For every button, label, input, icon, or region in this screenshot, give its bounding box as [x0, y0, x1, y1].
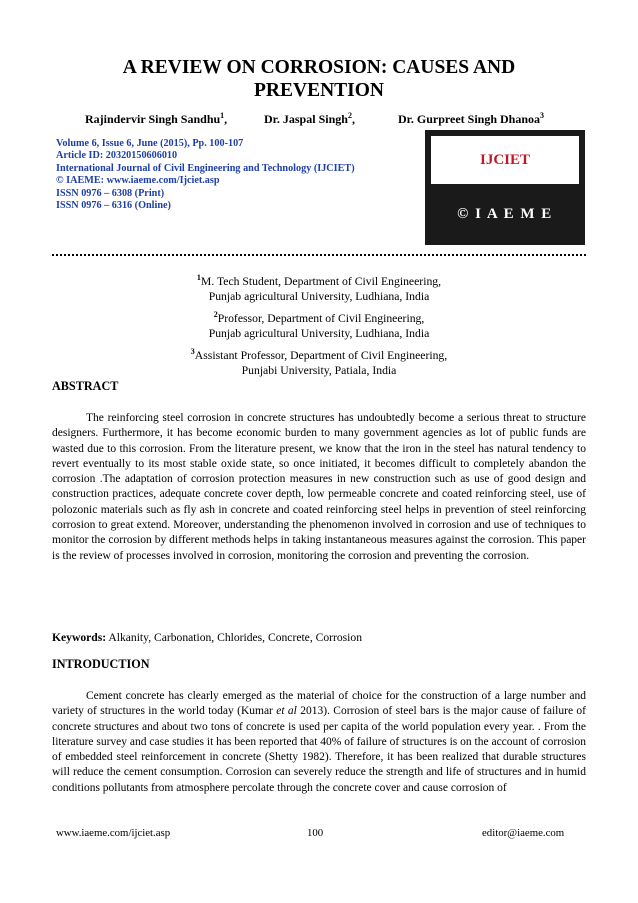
page-footer	[0, 827, 638, 841]
journal-volume: Volume 6, Issue 6, June (2015), Pp. 100-107	[56, 138, 244, 149]
section-divider	[52, 254, 586, 256]
affiliations-block	[120, 270, 518, 381]
journal-name: International Journal of Civil Engineering and Technology (IJCIET)	[56, 162, 355, 174]
author-2: Dr. Jaspal Singh$^2$,	[264, 111, 355, 126]
affiliation-3: $^3$Assistant Professor, Department of Civil Engineering, Punjabi University, Patiala, India	[190, 346, 448, 377]
abstract-heading: ABSTRACT	[52, 379, 119, 393]
journal-logo	[425, 130, 585, 245]
journal-website: © IAEME: www.iaeme.com/Ijciet.asp	[56, 175, 220, 187]
journal-article-id: Article ID: 20320150606010	[56, 150, 178, 162]
journal-issn-print: ISSN 0976 – 6308 (Print)	[56, 187, 165, 199]
journal-info-block	[56, 138, 416, 212]
affiliation-2: $^2$Professor, Department of Civil Engineering, Punjab agricultural University, Ludhiana, India	[208, 309, 430, 340]
author-1: Rajindervir Singh Sandhu$^1$,	[85, 111, 228, 126]
page-number: 100	[307, 827, 324, 839]
introduction-text: Cement concrete has clearly emerged as the material of choice for the construction of a large number and variety of structures in the world today (Kumar et al 2013). Corrosion of steel bars is the major cause of failure of concrete structures and about two tons of concrete is used per capita of the world population every year. . From the literature survey and case studies it has been reported that 40% of failure of structures is on the account of corrosion of embedded steel reinforcement in concrete (Shetty 1982). Therefore, it has been realized that durable structures will reduce the cement consumption. Corrosion can severely reduce the strength and life of structures and in humid conditions pollutants from atmosphere percolate through the concrete cover and cause corrosion of	[52, 690, 586, 794]
paper-title: A REVIEW ON CORROSION: CAUSES AND PREVENTION	[122, 57, 516, 101]
footer-website-link[interactable]: www.iaeme.com/ijciet.asp	[56, 827, 171, 839]
introduction-heading: INTRODUCTION	[52, 657, 150, 671]
journal-logo-acronym: IJCIET	[431, 136, 579, 184]
affiliation-1: $^1$M. Tech Student, Department of Civil Engineering, Punjab agricultural University, Ludhiana, India	[196, 273, 442, 303]
journal-issn-online: ISSN 0976 – 6316 (Online)	[56, 200, 171, 212]
journal-logo-publisher: © I A E M E	[457, 205, 553, 222]
abstract-text: The reinforcing steel corrosion in concrete structures has undoubtedly become a serious threat to structure designers. Furthermore, it has become economic burden to many government agencies as lot of public funds are wasted due to this corrosion. From the literature present, we know that the iron in the steel has natural tendency to revert eventually to its most stable oxide state, so once initiated, it becomes difficult to completely abandon the corrosion .The adaptation of corrosion protection measures in new construction such as use of good design and construction practices, adequate concrete cover depth, low permeable concrete and coated reinforcing steel, use of polozonic materials such as fly ash in concrete and coated reinforcing steel helps in prevention of steel reinforcing corrosion to great extend. Moreover, understanding the phenomenon involved in corrosion and use of techniques to monitor the corrosion by different methods helps in taking instantaneous measures against the corrosion. This paper is the review of processes involved in corrosion, monitoring the corrosion and preventing the corrosion.	[52, 412, 586, 562]
author-3: Dr. Gurpreet Singh Dhanoa$^3$	[398, 111, 545, 126]
keywords-line: Keywords: Alkanity, Carbonation, Chlorides, Concrete, Corrosion	[52, 631, 362, 644]
author-line	[0, 111, 638, 129]
footer-email-link[interactable]: editor@iaeme.com	[482, 827, 565, 839]
